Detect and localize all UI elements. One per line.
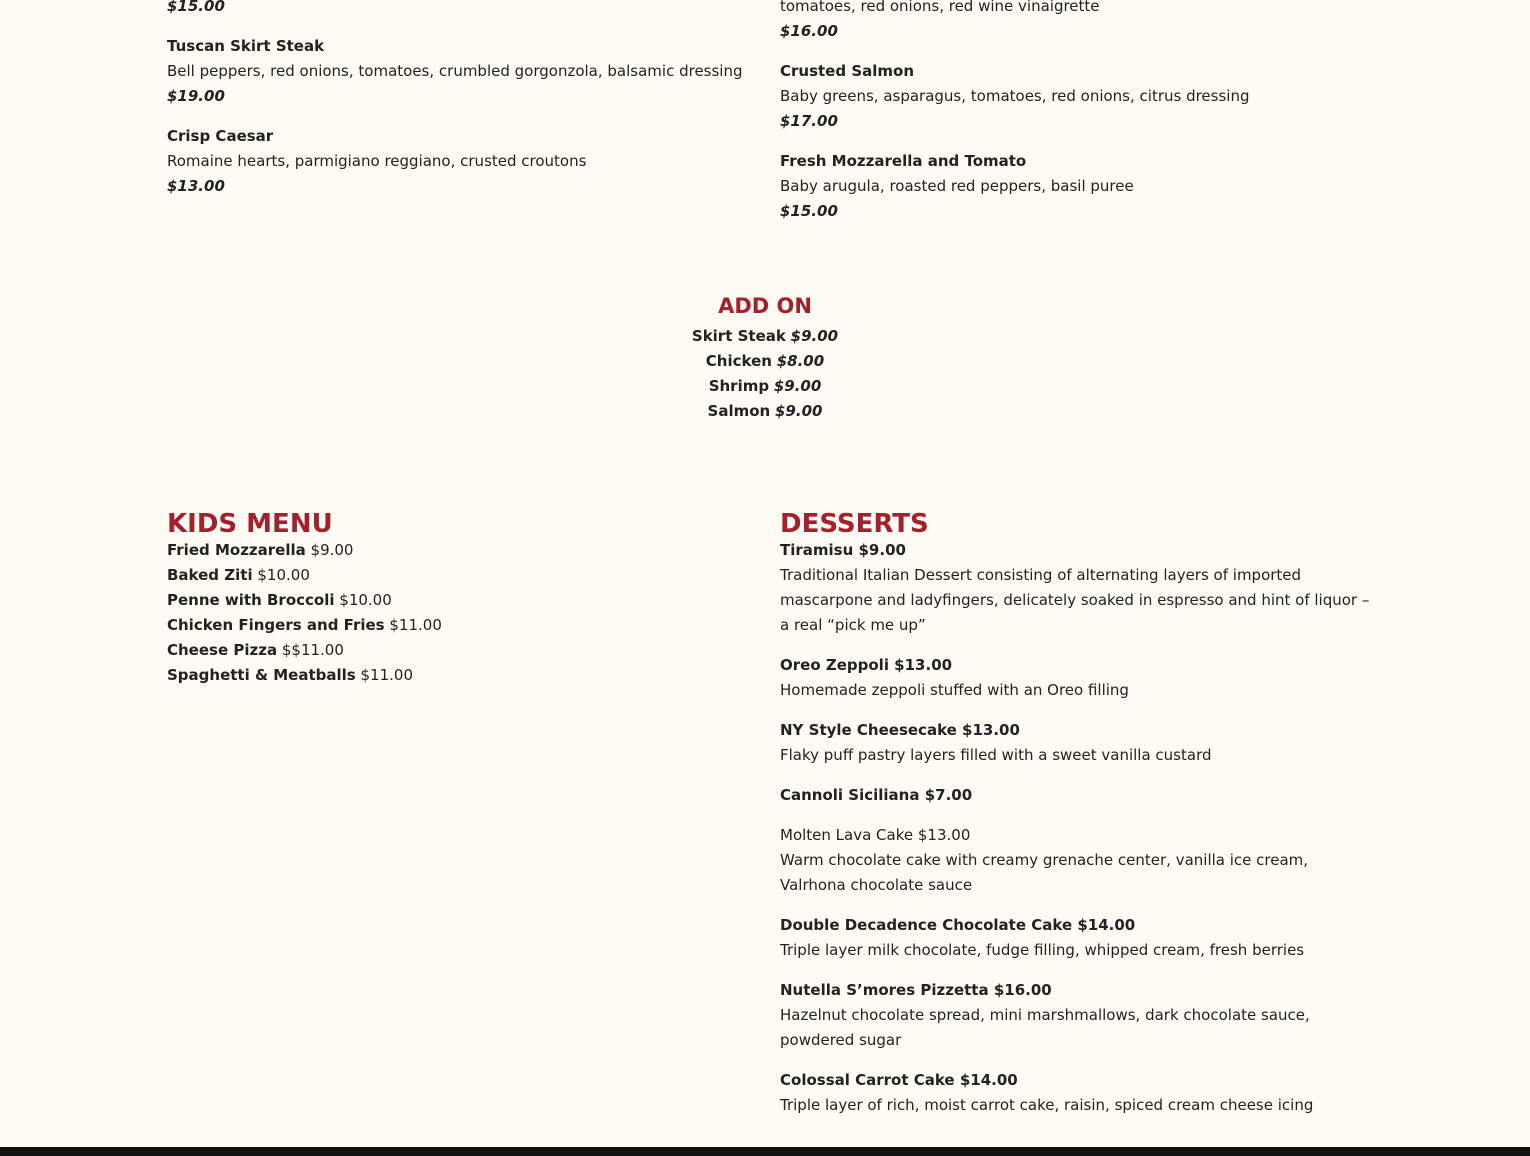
kids-item [167,613,442,638]
dessert-name: Colossal Carrot Cake $14.00 [780,1071,1018,1089]
kids-menu-title: KIDS MENU [167,509,333,539]
dessert-desc: Warm chocolate cake with creamy grenache center, vanilla ice cream, Valrhona chocolate sauce [780,851,1309,894]
kids-item-name: Spaghetti & Meatballs [167,666,356,684]
addon-item [0,349,1530,374]
kids-item [167,538,353,563]
salad-price: $13.00 [167,177,225,195]
addon-item-name: Salmon [707,402,771,420]
kids-item-price: $9.00 [310,541,354,559]
kids-item-name: Chicken Fingers and Fries [167,616,385,634]
kids-item-price: $10.00 [257,566,310,584]
salad-desc: Bell peppers, red onions, tomatoes, crumbled gorgonzola, balsamic dressing [167,62,743,80]
salad-name-crusted-salmon: Crusted Salmon [780,62,914,80]
salad-price: $15.00 [780,202,838,220]
dessert-name: Oreo Zeppoli $13.00 [780,656,953,674]
dessert-desc: Traditional Italian Dessert consisting of alternating layers of imported mascarpone and ladyfingers, delicately soaked in espresso and hint of liquor – a real “pick me up” [780,566,1370,634]
kids-item [167,588,392,613]
kids-item-name: Penne with Broccoli [167,591,335,609]
addon-item-price: $9.00 [773,377,822,395]
dessert-desc: Hazelnut chocolate spread, mini marshmallows, dark chocolate sauce, powdered sugar [780,1006,1310,1049]
addon-item [0,374,1530,399]
kids-item-name: Fried Mozzarella [167,541,306,559]
kids-item-name: Cheese Pizza [167,641,278,659]
kids-item-price: $$11.00 [281,641,344,659]
dessert-name: Cannoli Siciliana $7.00 [780,786,973,804]
salad-price: $17.00 [780,112,838,130]
addon-item-name: Shrimp [708,377,770,395]
desserts-title: DESSERTS [780,509,929,539]
kids-item [167,663,413,688]
salad-desc: Baby arugula, roasted red peppers, basil puree [780,177,1134,195]
addon-item-name: Chicken [705,352,772,370]
addon-item [0,399,1530,424]
kids-item-price: $10.00 [339,591,392,609]
salad-desc: Romaine hearts, parmigiano reggiano, crusted croutons [167,152,587,170]
kids-item [167,563,310,588]
addon-item [0,324,1530,349]
dessert-name: Tiramisu $9.00 [780,541,906,559]
salad-price: $19.00 [167,87,225,105]
addon-item-price: $8.00 [776,352,825,370]
salad-price: $16.00 [780,22,838,40]
addon-item-price: $9.00 [775,402,823,420]
dessert-name: Double Decadence Chocolate Cake $14.00 [780,916,1136,934]
addon-title: ADD ON [718,294,812,318]
salad-desc: Baby greens, asparagus, tomatoes, red onions, citrus dressing [780,87,1250,105]
kids-item-name: Baked Ziti [167,566,253,584]
footer-bar [0,1147,1530,1156]
kids-item [167,638,344,663]
dessert-name: NY Style Cheesecake $13.00 [780,721,1020,739]
dessert-desc: Homemade zeppoli stuffed with an Oreo filling [780,681,1129,699]
salad-name-tuscan-skirt-steak: Tuscan Skirt Steak [167,37,325,55]
salad-desc: tomatoes, red onions, red wine vinaigrette [780,0,1100,15]
dessert-desc: Triple layer of rich, moist carrot cake, raisin, spiced cream cheese icing [780,1096,1314,1114]
salad-name-crisp-caesar: Crisp Caesar [167,127,274,145]
salad-name-fresh-mozzarella: Fresh Mozzarella and Tomato [780,152,1027,170]
dessert-desc: Flaky puff pastry layers filled with a sweet vanilla custard [780,746,1212,764]
addon-item-price: $9.00 [790,327,839,345]
dessert-name: Nutella S’mores Pizzetta $16.00 [780,981,1052,999]
dessert-name: Molten Lava Cake $13.00 [780,826,971,844]
kids-item-price: $11.00 [389,616,442,634]
salad-price: $15.00 [167,0,225,15]
kids-item-price: $11.00 [360,666,414,684]
addon-item-name: Skirt Steak [691,327,786,345]
dessert-desc: Triple layer milk chocolate, fudge filling, whipped cream, fresh berries [780,941,1305,959]
